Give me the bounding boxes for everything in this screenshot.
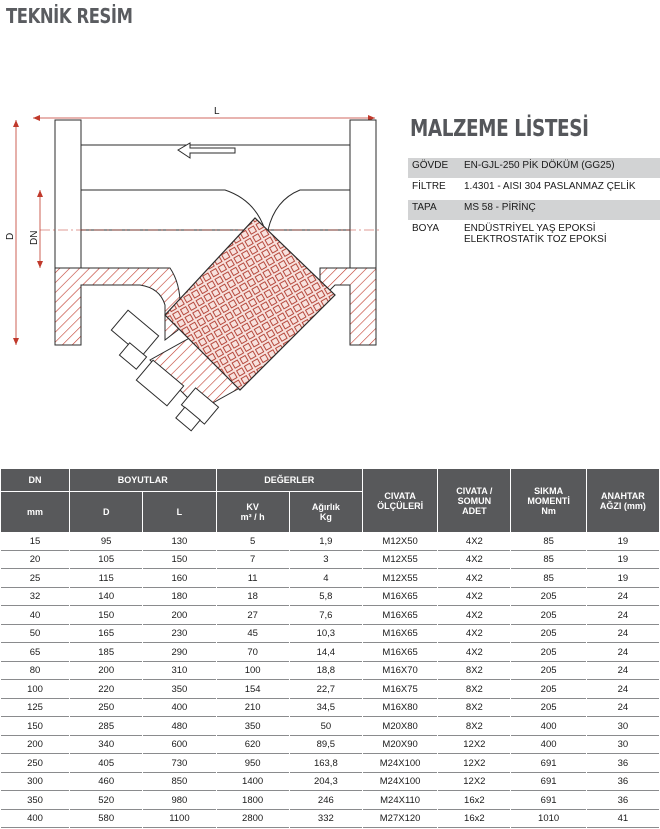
table-cell: 290 bbox=[143, 644, 215, 662]
table-cell: 24 bbox=[587, 607, 659, 625]
table-row bbox=[1, 607, 659, 625]
table-cell: 204,3 bbox=[290, 774, 362, 792]
header-torque: SIKMA MOMENTİ Nm bbox=[511, 469, 585, 532]
material-row bbox=[408, 158, 660, 179]
table-cell: 65 bbox=[1, 644, 69, 662]
dimension-D-label: D bbox=[5, 232, 16, 240]
table-cell: M24X100 bbox=[363, 755, 437, 773]
table-cell: 205 bbox=[511, 644, 585, 662]
table-cell: M24X110 bbox=[363, 792, 437, 810]
table-cell: 2800 bbox=[217, 811, 289, 829]
table-cell: M16X75 bbox=[363, 681, 437, 699]
table-cell: 12X2 bbox=[438, 755, 510, 773]
table-cell: 41 bbox=[587, 811, 659, 829]
material-part: TAPA bbox=[408, 200, 460, 221]
table-cell: 27 bbox=[217, 607, 289, 625]
table-cell: 205 bbox=[511, 589, 585, 607]
table-cell: 100 bbox=[1, 681, 69, 699]
table-cell: M20X90 bbox=[363, 737, 437, 755]
table-cell: M16X65 bbox=[363, 626, 437, 644]
table-cell: 4X2 bbox=[438, 626, 510, 644]
header-mm: mm bbox=[1, 492, 69, 532]
table-cell: 205 bbox=[511, 663, 585, 681]
technical-drawing bbox=[0, 90, 400, 450]
table-cell: 12X2 bbox=[438, 774, 510, 792]
table-cell: 11 bbox=[217, 570, 289, 588]
table-cell: 5 bbox=[217, 533, 289, 551]
table-cell: M27X120 bbox=[363, 811, 437, 829]
table-cell: 7 bbox=[217, 552, 289, 570]
table-cell: 12X2 bbox=[438, 737, 510, 755]
table-cell: 70 bbox=[217, 644, 289, 662]
table-cell: 24 bbox=[587, 663, 659, 681]
table-cell: M16X65 bbox=[363, 644, 437, 662]
table-cell: 150 bbox=[1, 718, 69, 736]
table-cell: 4 bbox=[290, 570, 362, 588]
table-row bbox=[1, 570, 659, 588]
table-cell: 30 bbox=[587, 718, 659, 736]
table-cell: 4X2 bbox=[438, 552, 510, 570]
table-cell: 85 bbox=[511, 570, 585, 588]
table-row bbox=[1, 533, 659, 551]
table-cell: 185 bbox=[70, 644, 142, 662]
table-cell: 50 bbox=[1, 626, 69, 644]
table-cell: 18,8 bbox=[290, 663, 362, 681]
table-cell: 400 bbox=[143, 700, 215, 718]
table-cell: 4X2 bbox=[438, 533, 510, 551]
table-cell: 24 bbox=[587, 681, 659, 699]
table-cell: 4X2 bbox=[438, 589, 510, 607]
table-cell: 160 bbox=[143, 570, 215, 588]
table-cell: 691 bbox=[511, 792, 585, 810]
material-row bbox=[408, 179, 660, 200]
table-cell: 15 bbox=[1, 533, 69, 551]
table-row bbox=[1, 755, 659, 773]
table-cell: 130 bbox=[143, 533, 215, 551]
table-cell: M12X55 bbox=[363, 570, 437, 588]
table-cell: 1100 bbox=[143, 811, 215, 829]
table-cell: 105 bbox=[70, 552, 142, 570]
table-cell: 691 bbox=[511, 755, 585, 773]
table-cell: 340 bbox=[70, 737, 142, 755]
table-cell: 620 bbox=[217, 737, 289, 755]
specs-table bbox=[0, 468, 660, 829]
table-row bbox=[1, 681, 659, 699]
table-cell: 24 bbox=[587, 626, 659, 644]
table-cell: 18 bbox=[217, 589, 289, 607]
table-cell: M24X100 bbox=[363, 774, 437, 792]
table-cell: 14,4 bbox=[290, 644, 362, 662]
table-cell: 4X2 bbox=[438, 607, 510, 625]
table-cell: 205 bbox=[511, 700, 585, 718]
table-cell: 140 bbox=[70, 589, 142, 607]
table-cell: 24 bbox=[587, 700, 659, 718]
table-cell: 600 bbox=[143, 737, 215, 755]
table-cell: 10,3 bbox=[290, 626, 362, 644]
table-cell: 250 bbox=[1, 755, 69, 773]
table-cell: 100 bbox=[217, 663, 289, 681]
table-cell: 80 bbox=[1, 663, 69, 681]
table-cell: 580 bbox=[70, 811, 142, 829]
table-cell: 350 bbox=[1, 792, 69, 810]
table-row bbox=[1, 774, 659, 792]
table-cell: 400 bbox=[511, 718, 585, 736]
table-cell: 8X2 bbox=[438, 663, 510, 681]
material-part: GÖVDE bbox=[408, 158, 460, 179]
table-row bbox=[1, 626, 659, 644]
table-cell: 125 bbox=[1, 700, 69, 718]
table-cell: 30 bbox=[587, 737, 659, 755]
material-part: FİLTRE bbox=[408, 179, 460, 200]
table-cell: 246 bbox=[290, 792, 362, 810]
materials-table bbox=[408, 158, 660, 248]
material-part: BOYA bbox=[408, 221, 460, 248]
header-bolt-count: CIVATA / SOMUN ADET bbox=[438, 469, 510, 532]
table-row bbox=[1, 700, 659, 718]
table-cell: 520 bbox=[70, 792, 142, 810]
page-title: TEKNİK RESİM bbox=[6, 4, 133, 28]
table-cell: 20 bbox=[1, 552, 69, 570]
table-cell: 165 bbox=[70, 626, 142, 644]
table-cell: 332 bbox=[290, 811, 362, 829]
table-cell: M20X80 bbox=[363, 718, 437, 736]
table-cell: 45 bbox=[217, 626, 289, 644]
material-value: MS 58 - PİRİNÇ bbox=[460, 200, 660, 221]
table-cell: 310 bbox=[143, 663, 215, 681]
table-cell: 36 bbox=[587, 774, 659, 792]
header-d: D bbox=[70, 492, 142, 532]
material-row bbox=[408, 221, 660, 248]
table-cell: 16x2 bbox=[438, 792, 510, 810]
table-cell: 4X2 bbox=[438, 644, 510, 662]
table-cell: 7,6 bbox=[290, 607, 362, 625]
table-cell: 285 bbox=[70, 718, 142, 736]
table-row bbox=[1, 552, 659, 570]
table-cell: 89,5 bbox=[290, 737, 362, 755]
table-cell: 205 bbox=[511, 681, 585, 699]
table-cell: 8X2 bbox=[438, 718, 510, 736]
table-cell: M16X70 bbox=[363, 663, 437, 681]
table-cell: 150 bbox=[70, 607, 142, 625]
table-cell: 95 bbox=[70, 533, 142, 551]
table-cell: 85 bbox=[511, 533, 585, 551]
table-cell: 300 bbox=[1, 774, 69, 792]
table-cell: 400 bbox=[1, 811, 69, 829]
table-cell: 1,9 bbox=[290, 533, 362, 551]
material-value: 1.4301 - AISI 304 PASLANMAZ ÇELİK bbox=[460, 179, 660, 200]
header-dimensions: BOYUTLAR bbox=[70, 469, 215, 491]
table-cell: 205 bbox=[511, 626, 585, 644]
header-wrench: ANAHTAR AĞZI (mm) bbox=[587, 469, 659, 532]
table-cell: 950 bbox=[217, 755, 289, 773]
table-cell: 50 bbox=[290, 718, 362, 736]
table-row bbox=[1, 663, 659, 681]
table-cell: 200 bbox=[143, 607, 215, 625]
table-cell: 980 bbox=[143, 792, 215, 810]
material-row bbox=[408, 200, 660, 221]
table-cell: 850 bbox=[143, 774, 215, 792]
table-cell: 24 bbox=[587, 589, 659, 607]
table-cell: 19 bbox=[587, 552, 659, 570]
table-cell: M16X65 bbox=[363, 589, 437, 607]
table-cell: 4X2 bbox=[438, 570, 510, 588]
table-cell: 220 bbox=[70, 681, 142, 699]
header-l: L bbox=[143, 492, 215, 532]
table-cell: 36 bbox=[587, 755, 659, 773]
table-cell: 19 bbox=[587, 533, 659, 551]
table-cell: 400 bbox=[511, 737, 585, 755]
table-cell: 115 bbox=[70, 570, 142, 588]
table-cell: 22,7 bbox=[290, 681, 362, 699]
table-cell: 25 bbox=[1, 570, 69, 588]
material-value: ENDÜSTRİYEL YAŞ EPOKSİ ELEKTROSTATİK TOZ EPOKSİ bbox=[460, 221, 660, 248]
table-cell: 32 bbox=[1, 589, 69, 607]
table-row bbox=[1, 644, 659, 662]
table-cell: 150 bbox=[143, 552, 215, 570]
table-cell: 730 bbox=[143, 755, 215, 773]
table-cell: 5,8 bbox=[290, 589, 362, 607]
table-cell: 1400 bbox=[217, 774, 289, 792]
table-cell: 350 bbox=[143, 681, 215, 699]
table-cell: 34,5 bbox=[290, 700, 362, 718]
table-row bbox=[1, 718, 659, 736]
materials-title: MALZEME LİSTESİ bbox=[410, 116, 589, 142]
header-kv: KV m³ / h bbox=[217, 492, 289, 532]
table-cell: 154 bbox=[217, 681, 289, 699]
table-cell: 1800 bbox=[217, 792, 289, 810]
table-cell: 250 bbox=[70, 700, 142, 718]
table-cell: 460 bbox=[70, 774, 142, 792]
material-value: EN-GJL-250 PİK DÖKÜM (GG25) bbox=[460, 158, 660, 179]
table-cell: 480 bbox=[143, 718, 215, 736]
table-cell: M16X65 bbox=[363, 607, 437, 625]
dimension-DN-label: DN bbox=[29, 230, 40, 245]
table-cell: 200 bbox=[70, 663, 142, 681]
table-row bbox=[1, 792, 659, 810]
table-row bbox=[1, 811, 659, 829]
table-cell: 16x2 bbox=[438, 811, 510, 829]
table-cell: 24 bbox=[587, 644, 659, 662]
table-row bbox=[1, 589, 659, 607]
table-cell: 8X2 bbox=[438, 681, 510, 699]
table-cell: M16X80 bbox=[363, 700, 437, 718]
table-row bbox=[1, 737, 659, 755]
table-cell: 1010 bbox=[511, 811, 585, 829]
table-cell: 3 bbox=[290, 552, 362, 570]
table-cell: 85 bbox=[511, 552, 585, 570]
table-cell: 691 bbox=[511, 774, 585, 792]
header-values: DEĞERLER bbox=[217, 469, 362, 491]
header-dn: DN bbox=[1, 469, 69, 491]
table-cell: 350 bbox=[217, 718, 289, 736]
header-bolt-size: CIVATA ÖLÇÜLERİ bbox=[363, 469, 437, 532]
table-cell: 230 bbox=[143, 626, 215, 644]
dimension-L-label: L bbox=[214, 106, 220, 117]
table-cell: 19 bbox=[587, 570, 659, 588]
table-cell: 205 bbox=[511, 607, 585, 625]
table-cell: 200 bbox=[1, 737, 69, 755]
table-cell: 40 bbox=[1, 607, 69, 625]
table-cell: M12X50 bbox=[363, 533, 437, 551]
table-cell: 210 bbox=[217, 700, 289, 718]
header-weight: Ağırlık Kg bbox=[290, 492, 362, 532]
table-cell: 405 bbox=[70, 755, 142, 773]
table-cell: 180 bbox=[143, 589, 215, 607]
table-cell: 8X2 bbox=[438, 700, 510, 718]
table-cell: 36 bbox=[587, 792, 659, 810]
table-cell: 163,8 bbox=[290, 755, 362, 773]
table-cell: M12X55 bbox=[363, 552, 437, 570]
